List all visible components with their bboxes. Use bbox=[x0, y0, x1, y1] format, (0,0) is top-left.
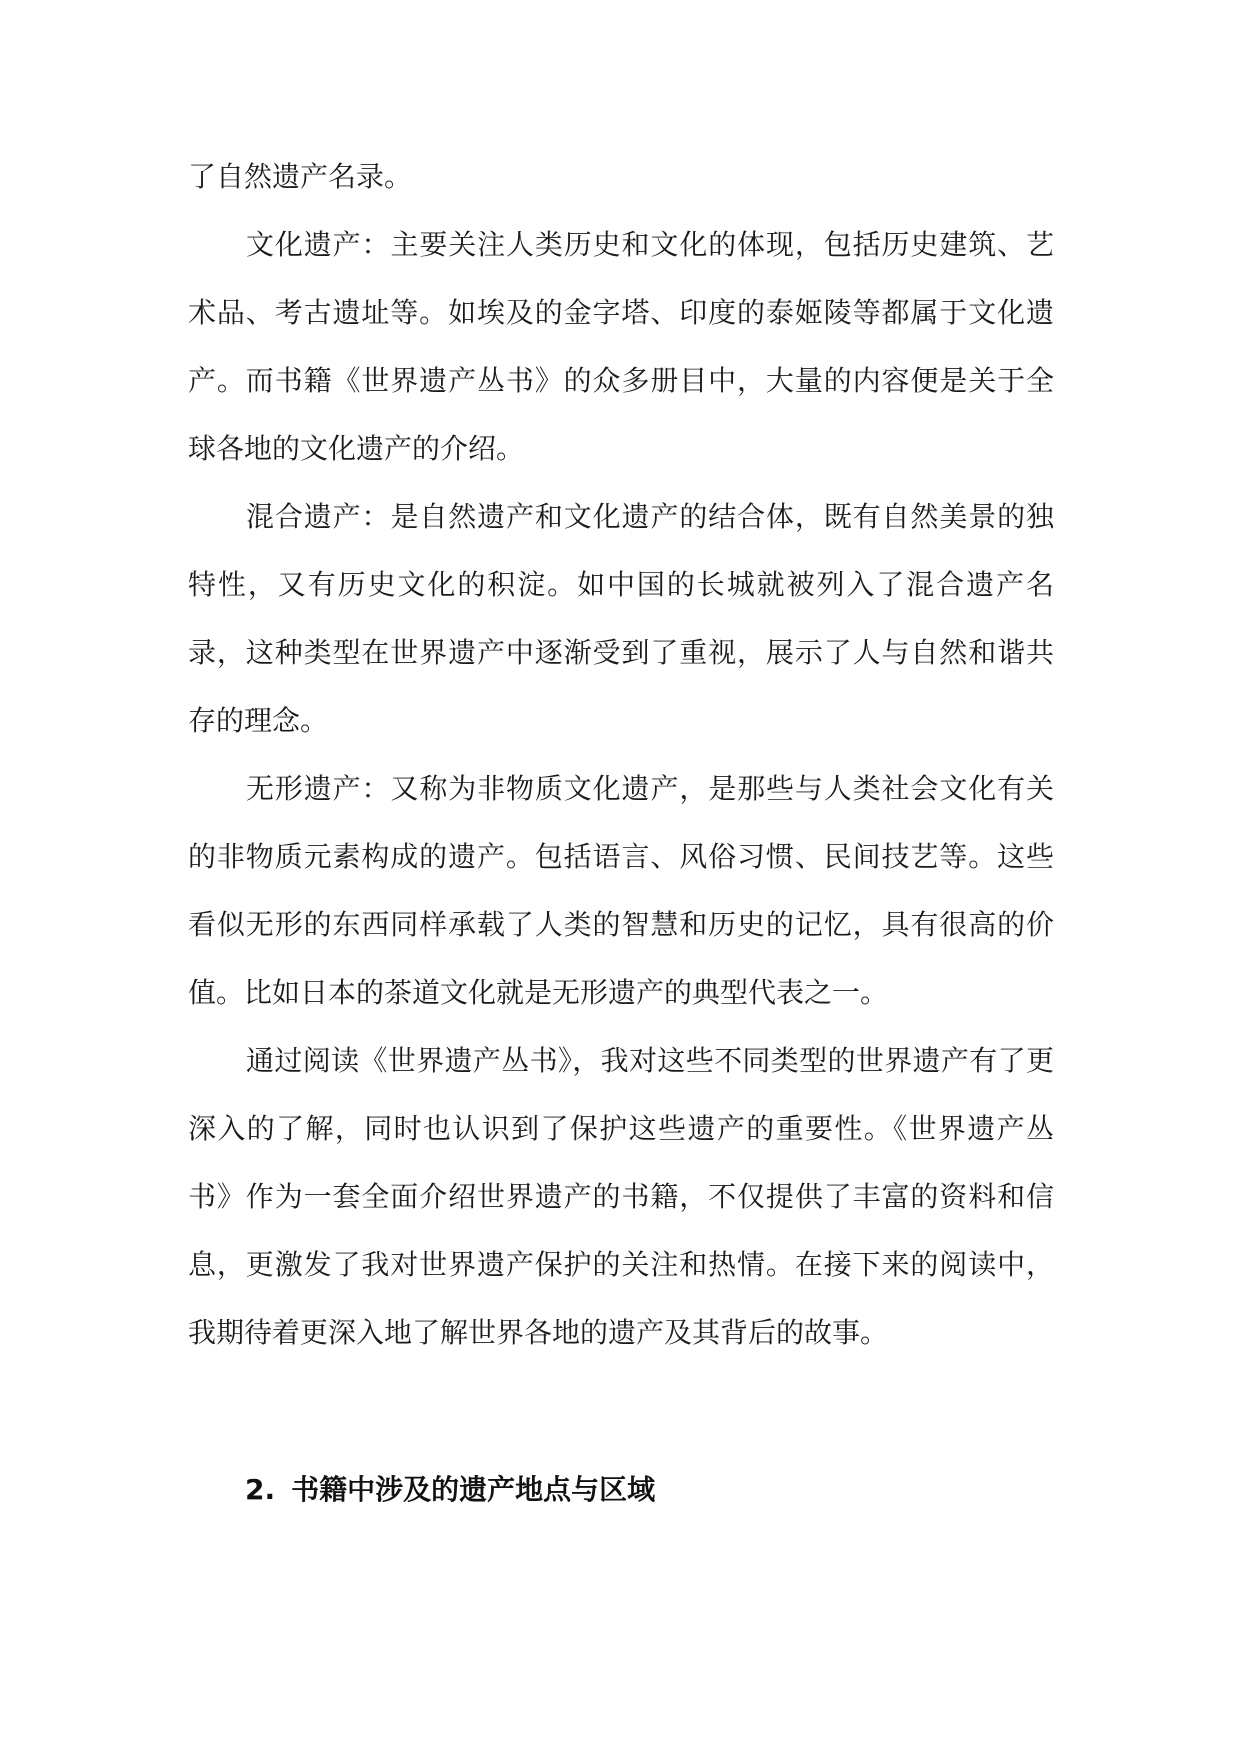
paragraph-cultural-heritage: 文化遗产：主要关注人类历史和文化的体现，包括历史建筑、艺术品、考古遗址等。如埃及的金字塔、印度的泰姬陵等都属于文化遗产。而书籍《世界遗产丛书》的众多册目中，大量的内容便是关于全球各地的文化遗产的介绍。 bbox=[188, 228, 1054, 465]
paragraph-continuation: 了自然遗产名录。 bbox=[188, 160, 413, 193]
body-text bbox=[188, 143, 1054, 1367]
paragraph-reading-reflection: 通过阅读《世界遗产丛书》，我对这些不同类型的世界遗产有了更深入的了解，同时也认识到了保护这些遗产的重要性。《世界遗产丛书》作为一套全面介绍世界遗产的书籍，不仅提供了丰富的资料和信息，更激发了我对世界遗产保护的关注和热情。在接下来的阅读中，我期待着更深入地了解世界各地的遗产及其背后的故事。 bbox=[188, 1044, 1054, 1349]
paragraph-mixed-heritage: 混合遗产：是自然遗产和文化遗产的结合体，既有自然美景的独特性，又有历史文化的积淀。如中国的长城就被列入了混合遗产名录，这种类型在世界遗产中逐渐受到了重视，展示了人与自然和谐共存的理念。 bbox=[188, 500, 1054, 737]
section-number: 2. bbox=[245, 1473, 276, 1506]
section-heading bbox=[245, 1470, 655, 1510]
section-title: 书籍中涉及的遗产地点与区域 bbox=[291, 1473, 656, 1506]
paragraph-intangible-heritage: 无形遗产：又称为非物质文化遗产，是那些与人类社会文化有关的非物质元素构成的遗产。包括语言、风俗习惯、民间技艺等。这些看似无形的东西同样承载了人类的智慧和历史的记忆，具有很高的价值。比如日本的茶道文化就是无形遗产的典型代表之一。 bbox=[188, 772, 1054, 1009]
